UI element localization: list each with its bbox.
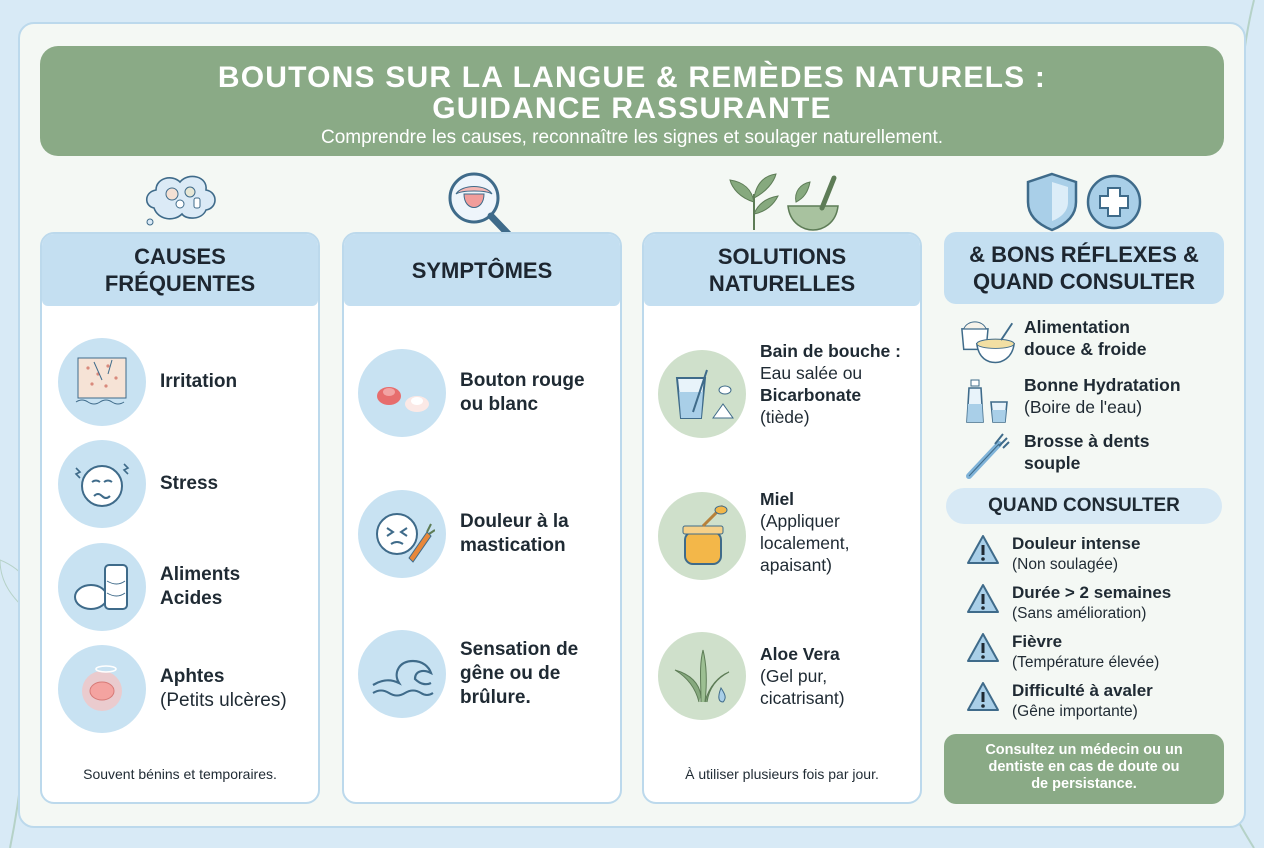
bumps-icon: [358, 349, 446, 437]
symptoms-column-header: SYMPTÔMES: [344, 234, 620, 306]
lemon-soda-icon: [58, 543, 146, 631]
warning-item-intense-pain: [966, 534, 1140, 575]
causes-column-header: CAUSES FRÉQUENTES: [42, 234, 318, 306]
cause-item-stress: [58, 440, 218, 528]
reflexes-column-header: & BONS RÉFLEXES & QUAND CONSULTER: [944, 232, 1224, 304]
symptom-label: Douleur à la mastication: [460, 511, 569, 556]
shield-cross-icon: [1026, 172, 1144, 232]
warning-item-fever: [966, 632, 1159, 673]
cause-label: Aphtes (Petits ulcères): [160, 666, 287, 711]
solution-label: Aloe Vera (Gel pur, cicatrisant): [760, 644, 845, 708]
solution-item-honey: [658, 489, 850, 580]
warning-triangle-icon: [966, 632, 1000, 664]
warning-item-duration: [966, 583, 1171, 624]
warning-triangle-icon: [966, 583, 1000, 615]
causes-footer: Souvent bénins et temporaires.: [83, 766, 277, 782]
reflex-item-hydration: [960, 374, 1181, 424]
warning-triangle-icon: [966, 681, 1000, 713]
cause-item-aphtes: [58, 645, 287, 733]
symptom-item-chewing-pain: [358, 490, 569, 578]
reflex-item-soft-food: [960, 316, 1147, 366]
chewing-pain-icon: [358, 490, 446, 578]
consult-doctor-note: Consultez un médecin ou un dentiste en cas de doute ou de persistance.: [944, 734, 1224, 804]
cause-label: Aliments Acides: [160, 564, 241, 609]
wave-icon: [358, 630, 446, 718]
warning-label: Douleur intense (Non soulagée): [1012, 534, 1141, 573]
herbs-mortar-icon: [726, 168, 842, 232]
ulcer-icon: [58, 645, 146, 733]
symptom-item-burning: [358, 630, 578, 718]
warning-triangle-icon: [966, 534, 1000, 566]
page-title: BOUTONS SUR LA LANGUE & REMÈDES NATURELS : GUIDANCE RASSURANTE: [217, 61, 1047, 125]
symptom-label: Sensation de gêne ou de brûlure.: [460, 639, 579, 708]
irritated-tongue-icon: [58, 338, 146, 426]
toothbrush-icon: [960, 430, 1016, 480]
thought-bubble-icon: [142, 170, 222, 230]
stressed-face-icon: [58, 440, 146, 528]
symptom-label: Bouton rouge ou blanc: [460, 370, 585, 415]
solution-label: Miel (Appliquer localement, apaisant): [760, 489, 850, 575]
reflex-label: Bonne Hydratation (Boire de l'eau): [1024, 375, 1181, 417]
when-to-consult-header: QUAND CONSULTER: [946, 488, 1222, 524]
warning-label: Durée > 2 semaines (Sans amélioration): [1012, 583, 1172, 622]
solutions-column-header: SOLUTIONS NATURELLES: [644, 234, 920, 306]
solution-label: Bain de bouche : Eau salée ou Bicarbonate (tiède): [760, 341, 901, 427]
solution-item-mouthwash: [658, 341, 901, 438]
cause-label: Irritation: [160, 371, 238, 392]
solutions-footer: À utiliser plusieurs fois par jour.: [685, 766, 879, 782]
cause-item-irritation: [58, 338, 237, 426]
warning-item-swallowing: [966, 681, 1153, 722]
page-subtitle: Comprendre les causes, reconnaître les signes et soulager naturellement.: [320, 127, 944, 148]
water-bottle-icon: [960, 374, 1016, 424]
warning-label: Fièvre (Température élevée): [1012, 632, 1160, 671]
reflex-label: Alimentation douce & froide: [1024, 317, 1147, 359]
soft-food-bowl-icon: [960, 316, 1016, 366]
honey-jar-icon: [658, 492, 746, 580]
reflex-label: Brosse à dents souple: [1024, 431, 1150, 473]
glass-salt-icon: [658, 350, 746, 438]
solution-item-aloe: [658, 632, 845, 720]
symptom-item-bump: [358, 349, 585, 437]
aloe-vera-icon: [658, 632, 746, 720]
cause-item-acidic-food: [58, 543, 240, 631]
reflex-item-toothbrush: [960, 430, 1149, 480]
warning-label: Difficulté à avaler (Gêne importante): [1012, 681, 1153, 720]
title-banner: [40, 46, 1224, 156]
cause-label: Stress: [160, 473, 219, 494]
